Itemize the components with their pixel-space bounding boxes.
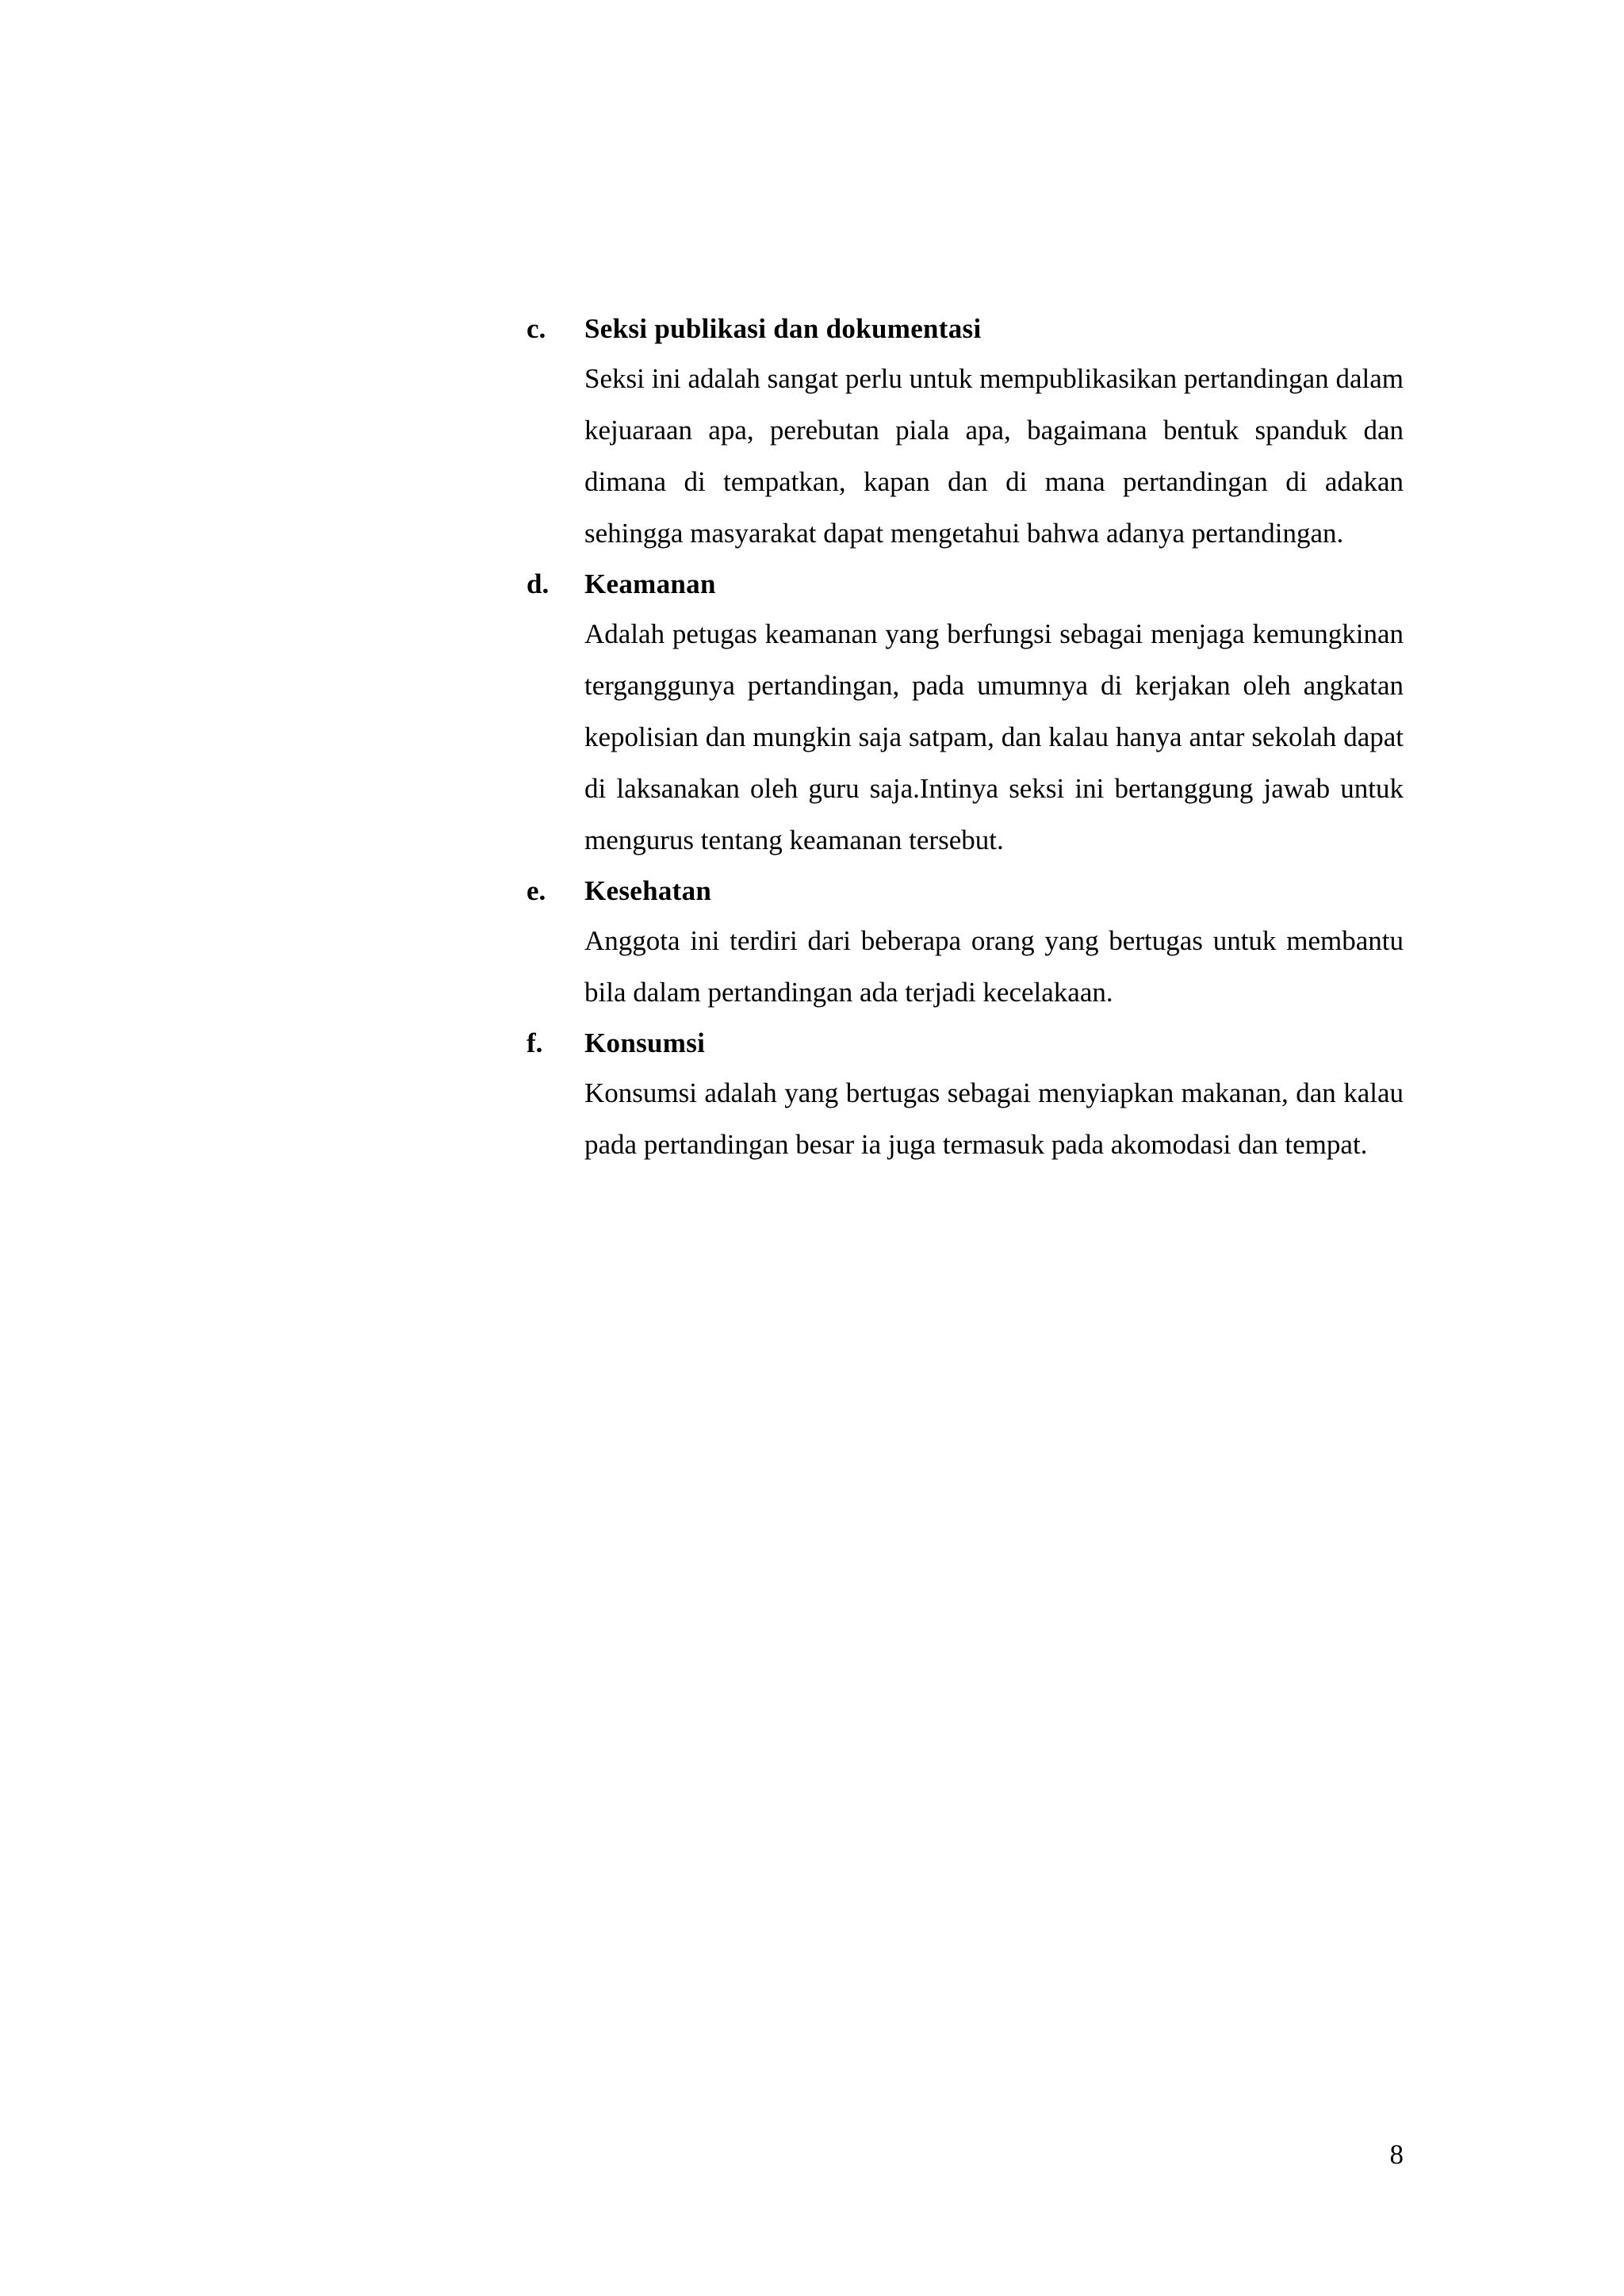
section-d (527, 561, 1404, 866)
section-title: Konsumsi (584, 1027, 706, 1058)
section-title: Kesehatan (584, 875, 712, 906)
section-e (527, 867, 1404, 1018)
section-title: Seksi publikasi dan dokumentasi (584, 313, 982, 344)
section-f (527, 1020, 1404, 1170)
page-number: 8 (1389, 2139, 1404, 2170)
section-letter: f. (527, 1027, 543, 1058)
section-c (527, 305, 1404, 559)
section-paragraph: Seksi ini adalah sangat perlu untuk mempublikasikan pertandingan dalam kejuaraan apa, perebutan piala apa, bagaimana bentuk spanduk dan dimana di tempatkan, kapan dan di mana pertandingan di adakan sehingga masyarakat dapat mengetahui bahwa adanya pertandingan. (584, 363, 1404, 549)
section-title: Keamanan (584, 568, 716, 599)
section-letter: d. (527, 568, 550, 599)
section-letter: c. (527, 313, 546, 344)
section-paragraph: Anggota ini terdiri dari beberapa orang yang bertugas untuk membantu bila dalam pertandingan ada terjadi kecelakaan. (584, 925, 1404, 1008)
section-paragraph: Adalah petugas keamanan yang berfungsi sebagai menjaga kemungkinan terganggunya pertandingan, pada umumnya di kerjakan oleh angkatan kepolisian dan mungkin saja satpam, dan kalau hanya antar sekolah dapat di laksanakan oleh guru saja.Intinya seksi ini bertanggung jawab untuk mengurus tentang keamanan tersebut. (584, 618, 1404, 855)
section-letter: e. (527, 875, 546, 906)
document-body (527, 305, 1404, 1170)
section-paragraph: Konsumsi adalah yang bertugas sebagai menyiapkan makanan, dan kalau pada pertandingan besar ia juga termasuk pada akomodasi dan tempat. (584, 1077, 1404, 1160)
